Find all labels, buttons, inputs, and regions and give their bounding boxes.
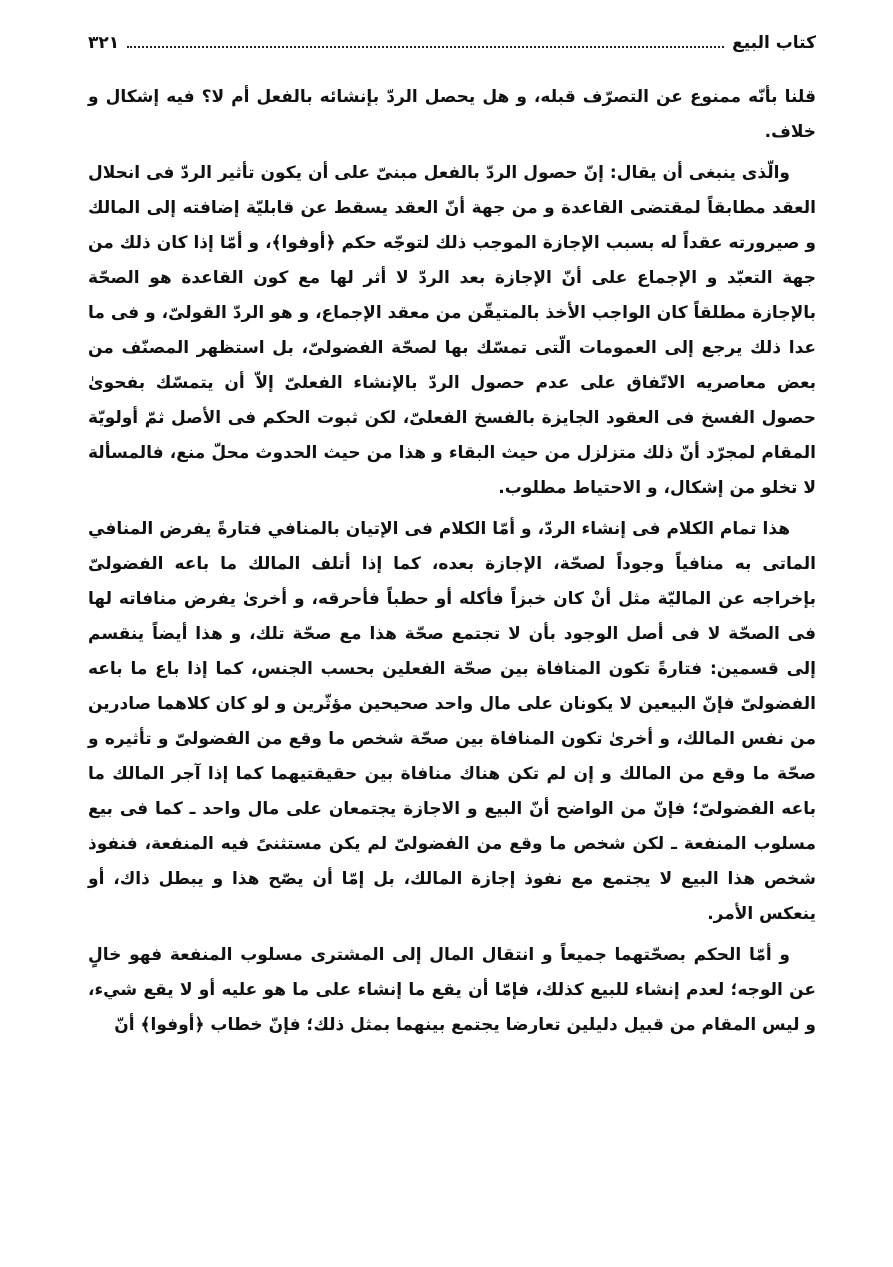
running-header (88, 30, 816, 56)
body-text (88, 80, 816, 1049)
book-title: كتاب البيع (732, 33, 816, 53)
page-number: ٣٢١ (88, 33, 120, 53)
paragraph: والّذى ينبغى أن يقال: إنّ حصول الردّ بالفعل مبنىّ على أن يكون تأثير الردّ فى انحلال العقد مطابقاً لمقتضى القاعدة و من جهة أنّ العقد يسقط عن قابليّة إضافته إلى المالك و صيرورته عقداً له بسبب الإجازة الموجب ذلك لتوجّه حكم ﴿أوفوا﴾، و أمّا إذا كان ذلك من جهة التعبّد و الإجماع على أنّ الإجازة بعد الردّ لا أثر لها مع كون القاعدة هو الصحّة بالإجازة مطلقاً كان الواجب الأخذ بالمتيقّن من معقد الإجماع، و هو الردّ القولىّ، و فى ما عدا ذلك يرجع إلى العمومات الّتى تمسّك بها لصحّة الفضولىّ، بل استظهر المصنّف من بعض معاصريه الاتّفاق على عدم حصول الردّ بالإنشاء الفعلىّ إلاّ أن يتمسّك بفحوىٰ حصول الفسخ فى العقود الجايزة بالفسخ الفعلىّ، لكن ثبوت الحكم فى الأصل ثمّ أولويّة المقام لمجرّد أنّ ذلك متزلزل من حيث البقاء و هذا من حيث الحدوث محلّ منع، فالمسألة لا تخلو من إشكال، و الاحتياط مطلوب. (88, 163, 816, 498)
paragraph: هذا تمام الكلام فى إنشاء الردّ، و أمّا الكلام فى الإتيان بالمنافي فتارةً يفرض المنافي الماتى به منافياً وجوداً لصحّة، الإجازة بعده، كما إذا أتلف المالك ما باعه الفضولىّ بإخراجه عن الماليّة مثل أنْ كان خبزاً فأكله أو حطباً فأحرقه، و أخرىٰ يفرض منافاته لها فى الصحّة لا فى أصل الوجود بأن لا تجتمع صحّة هذا مع صحّة تلك، و هذا أيضاً ينقسم إلى قسمين: فتارةً تكون المنافاة بين صحّة الفعلين بحسب الجنس، كما إذا باع ما باعه الفضولىّ فإنّ البيعين لا يكونان على مال واحد صحيحين مؤثّرين و لو كان كلاهما صادرين من نفس المالك، و أخرىٰ تكون المنافاة بين صحّة شخص ما وقع من الفضولىّ و تأثيره و صحّة ما وقع من المالك و إن لم تكن هناك منافاة بين حقيقتيهما كما إذا آجر المالك ما باعه الفضولىّ؛ فإنّ من الواضح أنّ البيع و الاجازة يجتمعان على مال واحد ـ كما فى بيع مسلوب المنفعة ـ لكن شخص ما وقع من الفضولىّ لم يكن مستثنىً فيه المنفعة، فنفوذ شخص هذا البيع لا يجتمع مع نفوذ إجازة المالك، بل إمّا أن يصّح هذا و يبطل ذاك، أو ينعكس الأمر. (88, 519, 816, 924)
leader-dots (127, 46, 724, 48)
paragraph: و أمّا الحكم بصحّتهما جميعاً و انتقال المال إلى المشترى مسلوب المنفعة فهو خالٍ عن الوجه؛ لعدم إنشاء للبيع كذلك، فإمّا أن يقع ما إنشاء على ما هو عليه أو لا يقع شيء، و ليس المقام من قبيل دليلين تعارضا يجتمع بينهما بمثل ذلك؛ فإنّ خطاب ﴿أوفوا﴾ أنّ (88, 945, 816, 1035)
paragraph: قلنا بأنّه ممنوع عن التصرّف قبله، و هل يحصل الردّ بإنشائه بالفعل أم لا؟ فيه إشكال و خلاف. (88, 87, 816, 142)
